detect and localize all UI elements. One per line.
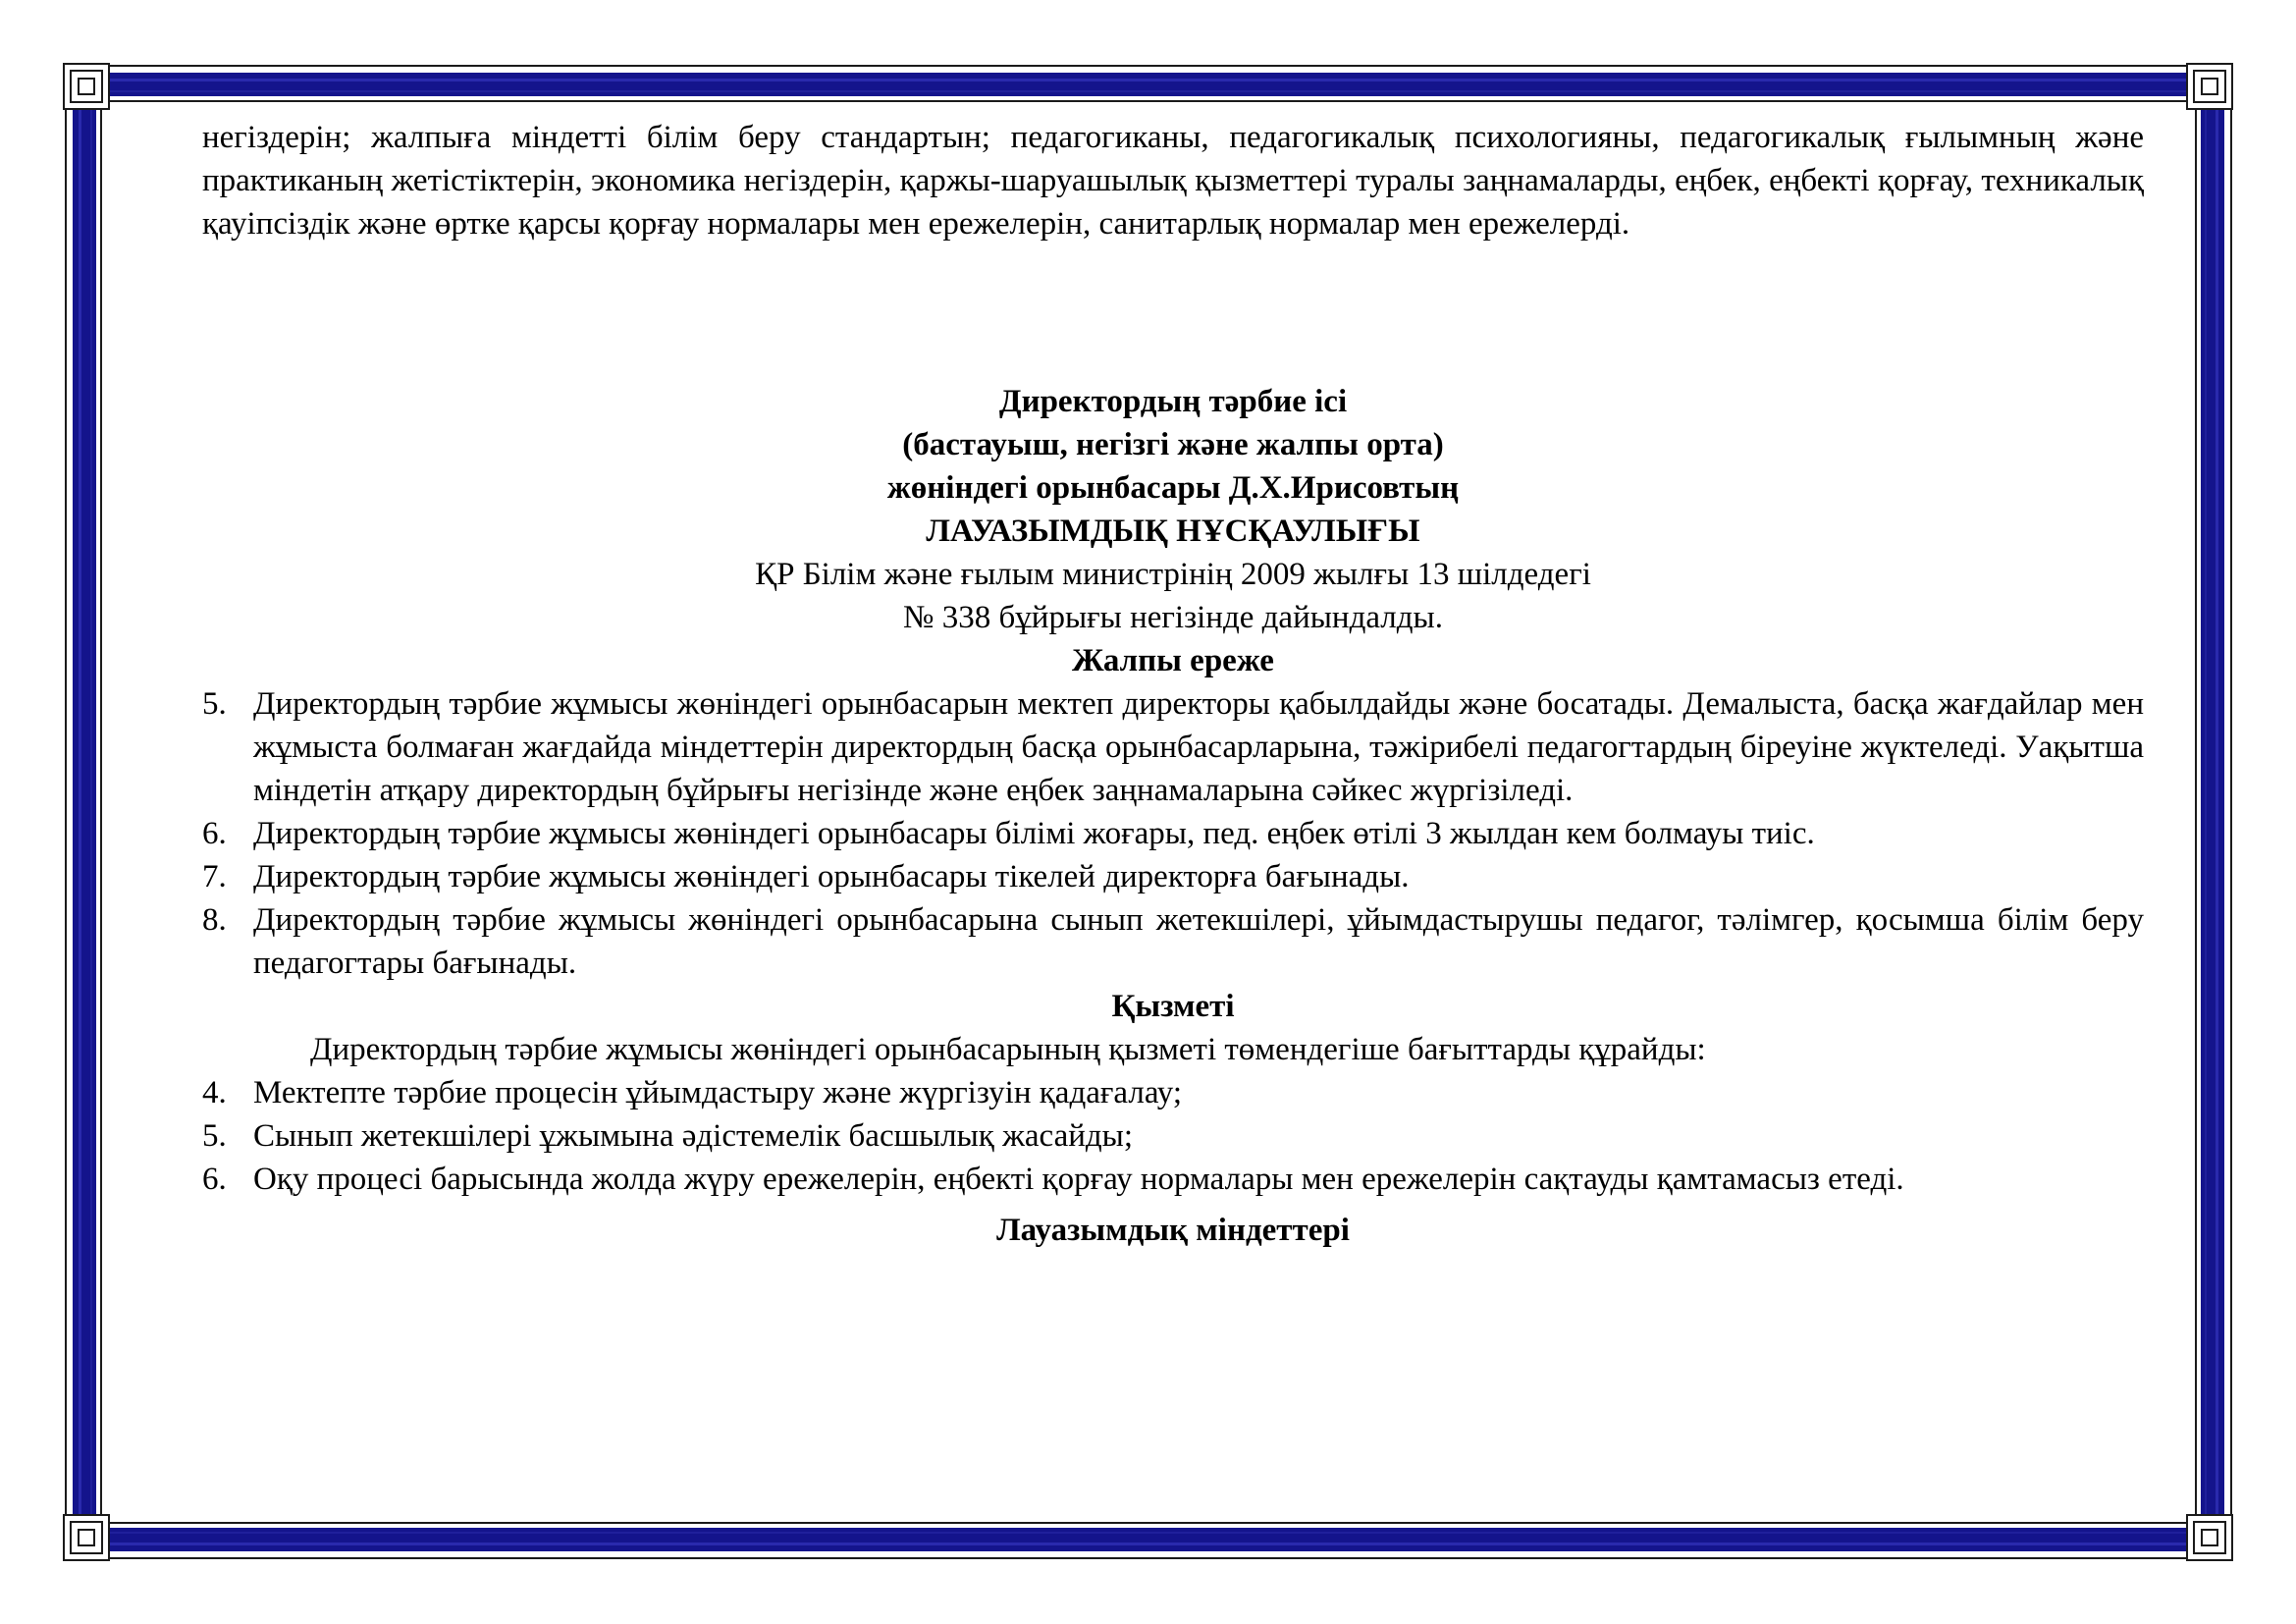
list-item-number: 7.	[202, 859, 227, 894]
list-item	[202, 1114, 2144, 1158]
corner-ornament-icon	[63, 63, 110, 110]
list-item	[202, 898, 2144, 985]
list-item-number: 5.	[202, 686, 227, 722]
list-item	[202, 1071, 2144, 1114]
general-provisions-list	[202, 682, 2144, 985]
list-item	[202, 855, 2144, 898]
section-heading-general: Жалпы ереже	[1072, 643, 1274, 678]
function-list	[202, 1071, 2144, 1201]
basis-line-2: № 338 бұйрығы негізінде дайындалды.	[903, 600, 1443, 635]
document-title-block	[202, 380, 2144, 639]
list-item-number: 8.	[202, 902, 227, 938]
list-item	[202, 812, 2144, 855]
list-item-number: 6.	[202, 816, 227, 851]
title-line-1: Директордың тәрбие ісі	[998, 384, 1348, 419]
list-item-number: 6.	[202, 1162, 227, 1197]
corner-ornament-icon	[63, 1514, 110, 1561]
list-item-text: Директордың тәрбие жұмысы жөніндегі орынбасары тікелей директорға бағынады.	[253, 859, 1410, 894]
document-body	[202, 116, 2144, 1252]
intro-paragraph: негіздерін; жалпыға міндетті білім беру стандартын; педагогиканы, педагогикалық психологияны, педагогикалық ғылымның және практиканың жетістіктерін, экономика негіздерін, қаржы-шаруашылық қызметтері туралы заңнамаларды, еңбек, еңбекті қорғау, техникалық қауіпсіздік және өртке қарсы қорғау нормалары мен ережелерін, санитарлық нормалар мен ережелерді.	[202, 120, 2144, 242]
list-item-text: Директордың тәрбие жұмысы жөніндегі орынбасары білімі жоғары, пед. еңбек өтілі 3 жылдан кем болмауы тиіс.	[253, 816, 1815, 851]
list-item-text: Директордың тәрбие жұмысы жөніндегі орынбасарына сынып жетекшілері, ұйымдастырушы педагог, тәлімгер, қосымша білім беру педагогтары бағынады.	[253, 902, 2144, 981]
title-line-3: жөніндегі орынбасары Д.Х.Ирисовтың	[886, 470, 1460, 506]
basis-line-1: ҚР Білім және ғылым министрінің 2009 жылғы 13 шілдедегі	[755, 557, 1591, 592]
list-item-text: Директордың тәрбие жұмысы жөніндегі орынбасарын мектеп директоры қабылдайды және босатады. Демалыста, басқа жағдайлар мен жұмыста болмаған жағдайда міндеттерін директордың басқа орынбасарларына, тәжірибелі педагогтардың біреуіне жүктеледі. Уақытша міндетін атқару директордың бұйрығы негізінде және еңбек заңнамаларына сәйкес жүргізіледі.	[253, 686, 2144, 808]
list-item-text: Мектепте тәрбие процесін ұйымдастыру және жүргізуін қадағалау;	[253, 1075, 1183, 1110]
corner-ornament-icon	[2186, 1514, 2233, 1561]
section-heading-function: Қызметі	[1111, 989, 1235, 1024]
title-line-4: ЛАУАЗЫМДЫҚ НҰСҚАУЛЫҒЫ	[926, 514, 1420, 549]
list-item-number: 5.	[202, 1118, 227, 1154]
title-line-2: (бастауыш, негізгі және жалпы орта)	[902, 427, 1444, 462]
vertical-spacer	[202, 245, 2144, 380]
list-item-text: Оқу процесі барысында жолда жүру ережелерін, еңбекті қорғау нормалары мен ережелерін сақтауды қамтамасыз етеді.	[253, 1162, 1904, 1197]
section-heading-duties: Лауазымдық міндеттері	[996, 1213, 1350, 1248]
corner-ornament-icon	[2186, 63, 2233, 110]
function-intro: Директордың тәрбие жұмысы жөніндегі орынбасарының қызметі төмендегіше бағыттарды құрайды:	[310, 1032, 1706, 1067]
list-item	[202, 682, 2144, 812]
list-item	[202, 1158, 2144, 1201]
list-item-number: 4.	[202, 1075, 227, 1110]
list-item-text: Сынып жетекшілері ұжымына әдістемелік басшылық жасайды;	[253, 1118, 1134, 1154]
